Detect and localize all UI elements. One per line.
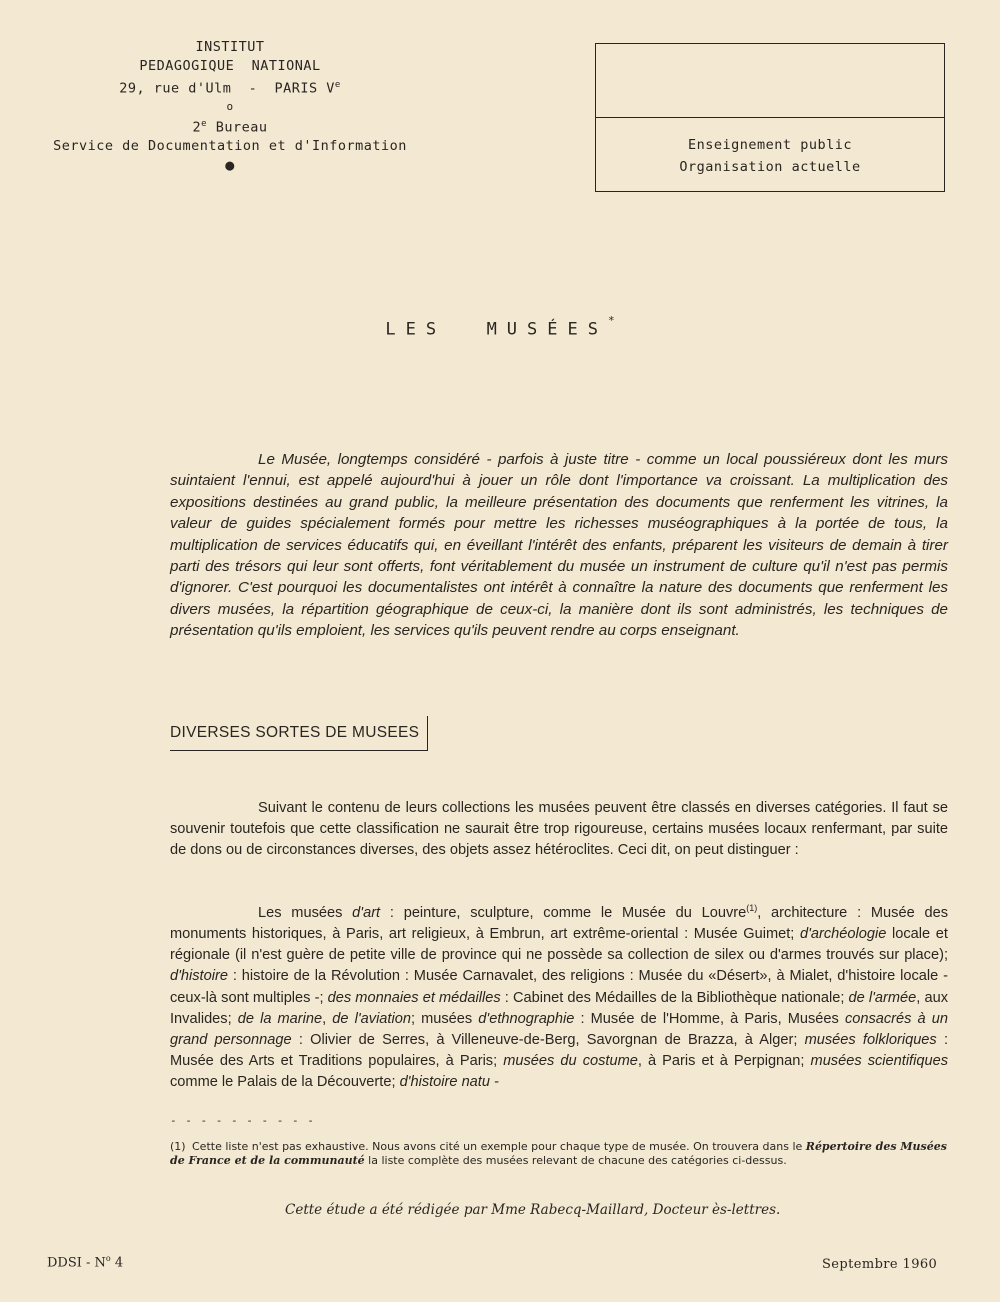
bullet-mark: ●: [225, 156, 235, 174]
text-run: : histoire de la Révolution : Musée Carnavalet, des religions : Musée du «Désert», à Mialet, d'histoire locale - ceux-là sont multiples -;: [170, 968, 948, 1006]
footnote: [170, 1140, 950, 1168]
italic-term: d'histoire natu -: [399, 1074, 499, 1091]
author-credit: Cette étude a été rédigée par Mme Rabecq-Maillard, Docteur ès-lettres.: [285, 1202, 781, 1218]
address-text: 29, rue d'Ulm - PARIS V: [119, 80, 335, 97]
title-star: *: [607, 314, 615, 327]
italic-term: des monnaies et médailles: [327, 989, 501, 1006]
institute-line-2: PEDAGOGIQUE NATIONAL: [139, 58, 321, 74]
italic-term: d'archéologie: [800, 926, 887, 943]
italic-term: d'ethnographie: [478, 1010, 575, 1027]
section-paragraph-1: Suivant le contenu de leurs collections les musées peuvent être classés en diverses catégories. Il faut se souvenir toutefois que cette classification ne saurait être trop rigoureuse, certains musées locaux renfermant, par suite de dons ou de circonstances diverses, des objets assez hétéroclites. Ceci dit, on peut distinguer :: [170, 800, 948, 859]
text-run: : Olivier de Serres, à Villeneuve-de-Berg, Savorgnan de Brazza, à Alger;: [291, 1032, 805, 1049]
intro-paragraph: Le Musée, longtemps considéré - parfois à juste titre - comme un local poussiéreux dont les murs suintaient l'ennui, est appelé aujourd'hui à jouer un rôle dont l'importance va croissant. La multiplication des expositions destinées au grand public, la meilleure présentation des documents que renferment les vitrines, la valeur de guides spécialement formés pour mettre les richesses muséographiques à la portée de tous, la multiplication de services éducatifs qui, en éveillant l'intérêt des enfants, préparent les visiteurs de demain à tirer parti des trésors qui leur sont offerts, font véritablement du musée un instrument de culture qu'il n'est pas permis d'ignorer. C'est pourquoi les documentalistes ont intérêt à connaître la nature des documents que renferment les divers musées, la répartition géographique de ceux-ci, la manière dont ils sont administrés, les techniques de présentation qu'ils emploient, les services qu'ils peuvent rendre au corps enseignant.: [170, 451, 948, 640]
italic-term: de la marine: [237, 1010, 323, 1027]
box-line-1: Enseignement public: [688, 137, 852, 153]
text-run: ,: [322, 1010, 333, 1027]
text-run: : Cabinet des Médailles de la Bibliothèque nationale;: [500, 989, 849, 1006]
text-run: , architecture : Musée des monuments historiques, à Paris, art religieux, à Embrun, art extrême-oriental : Musée Guimet;: [170, 904, 948, 943]
address-sup: e: [334, 80, 341, 90]
text-run: Les musées: [258, 904, 353, 921]
italic-term: d'histoire: [170, 968, 228, 985]
footnote-text-a: Cette liste n'est pas exhaustive. Nous avons cité un exemple pour chaque type de musée. On trouvera dans le: [192, 1140, 806, 1153]
italic-term: consacrés à un grand personnage: [170, 1010, 948, 1049]
italic-term: de l'aviation: [332, 1010, 411, 1027]
footer-date: Septembre 1960: [822, 1257, 938, 1272]
bureau-label: Bureau: [207, 119, 268, 135]
italic-term: musées du costume: [503, 1053, 638, 1070]
footnote-ref-mark: (1): [746, 903, 758, 913]
section-paragraph-2: [170, 898, 948, 1094]
separator-mark: o: [226, 99, 234, 113]
service-line: Service de Documentation et d'Information: [53, 138, 407, 154]
institute-header: [40, 38, 420, 174]
text-run: : Musée de l'Homme, à Paris, Musées: [574, 1010, 845, 1027]
italic-term: d'art: [352, 904, 381, 921]
text-run: ; musées: [410, 1010, 479, 1027]
footer-issue-label: DDSI - N: [47, 1255, 106, 1271]
text-run: locale et régionale (il n'est guère de petite ville de province qui ne possède sa collection de silex ou d'armes trouvés sur place);: [170, 926, 948, 964]
box-text: [596, 134, 944, 178]
section-heading: DIVERSES SORTES DE MUSEES: [170, 716, 428, 751]
text-run: , à Paris et à Perpignan;: [637, 1053, 811, 1070]
italic-term: musées folkloriques: [804, 1032, 937, 1049]
box-divider: [596, 117, 944, 118]
classification-box: [595, 43, 945, 192]
footnote-text-b: la liste complète des musées relevant de chacune des catégories ci-dessus.: [364, 1154, 787, 1167]
bureau-line: [40, 115, 420, 138]
title-text: LES MUSÉES: [385, 319, 608, 340]
italic-term: de l'armée: [848, 989, 917, 1006]
institute-address: [40, 76, 420, 99]
bureau-number: 2: [192, 119, 202, 135]
footer-issue-number: 4: [110, 1255, 124, 1271]
text-run: , aux Invalides;: [170, 989, 948, 1027]
text-run: : peinture, sculpture, comme le Musée du Louvre: [380, 904, 747, 921]
footer-issue: [47, 1254, 123, 1270]
box-line-2: Organisation actuelle: [679, 159, 861, 175]
page-title: [300, 314, 700, 340]
italic-term: musées scientifiques: [810, 1053, 949, 1070]
text-run: : Musée des Arts et Traditions populaires, à Paris;: [170, 1032, 948, 1070]
bureau-sup: e: [201, 118, 208, 129]
footnote-reference: Répertoire des Musées de France et de la communauté: [170, 1140, 947, 1167]
footnote-rule: - - - - - - - - - -: [170, 1114, 315, 1127]
institute-line-1: INSTITUT: [195, 39, 265, 55]
footnote-number: (1): [170, 1140, 186, 1153]
text-run: comme le Palais de la Découverte;: [170, 1074, 400, 1091]
footer-issue-sup: o: [105, 1254, 111, 1263]
